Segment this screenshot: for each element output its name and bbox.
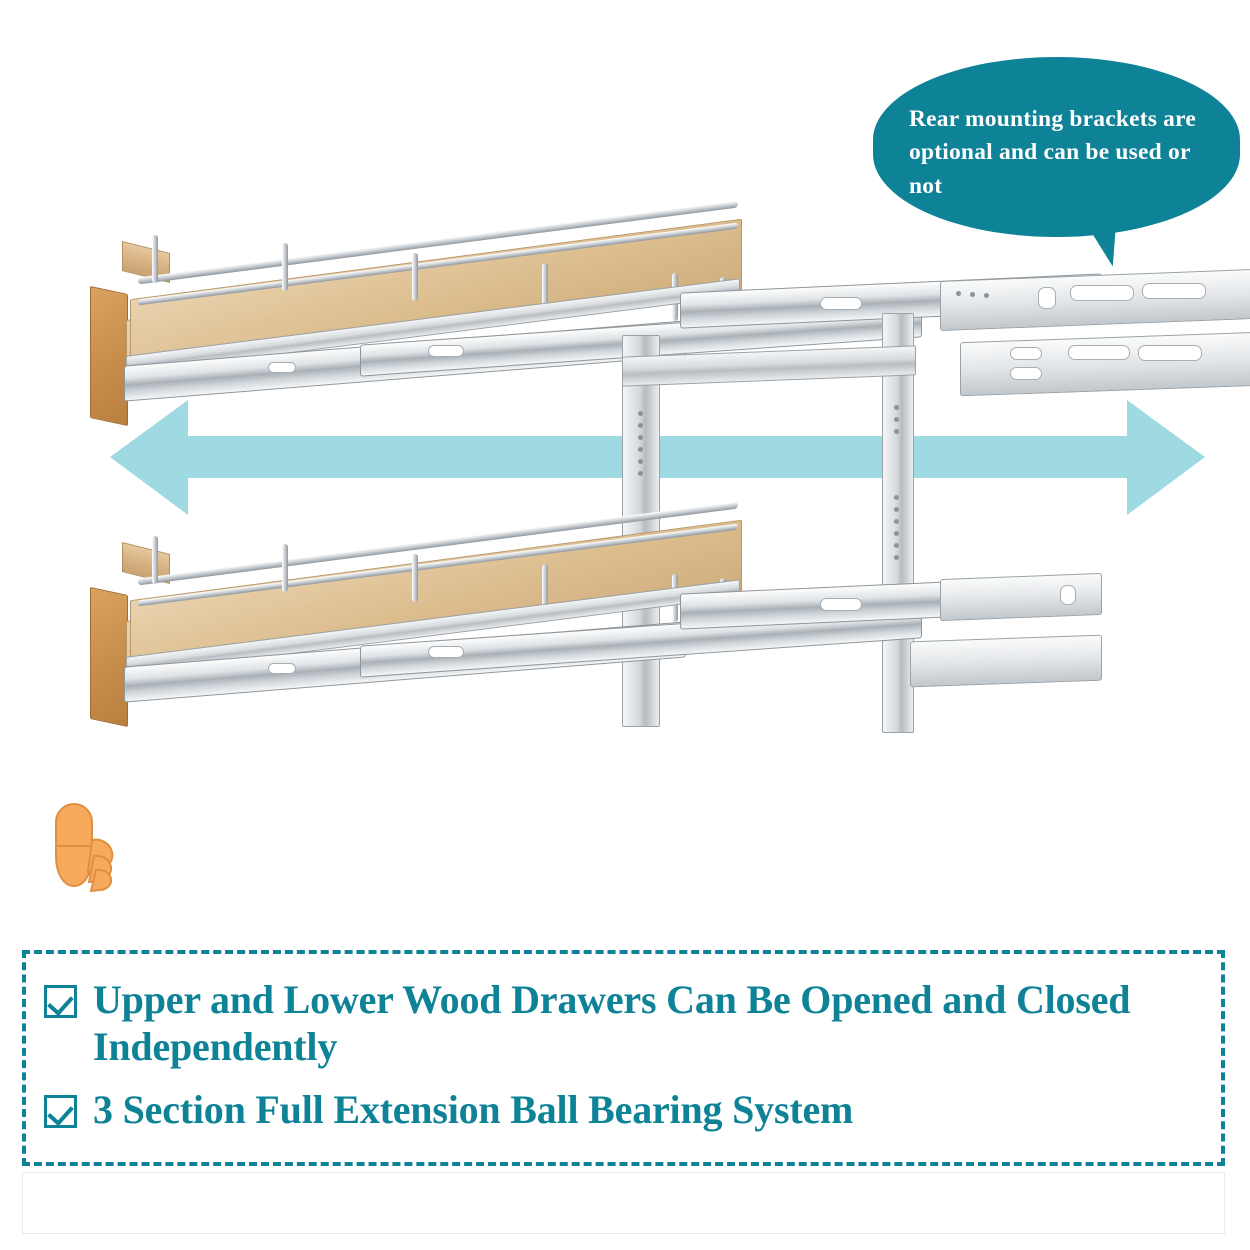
lower-wire-post-1 bbox=[152, 536, 158, 584]
post-right-hole-1 bbox=[894, 405, 899, 410]
upper-bracket-hole-3 bbox=[984, 293, 989, 298]
post-right-hole-5 bbox=[894, 507, 899, 512]
upper-bracket2-slot-c bbox=[1010, 347, 1042, 360]
upper-rear-mounting-bracket-2 bbox=[960, 332, 1250, 397]
post-left-hole-2 bbox=[638, 423, 643, 428]
post-left-hole-4 bbox=[638, 447, 643, 452]
upper-bracket-hole-2 bbox=[970, 292, 975, 297]
callout-text: Rear mounting brackets are optional and can be used or not bbox=[909, 106, 1196, 199]
lower-rear-mounting-bracket bbox=[940, 573, 1102, 621]
bullet-item-1 bbox=[26, 976, 1221, 1070]
post-left-hole-1 bbox=[638, 411, 643, 416]
arrow-head-right-icon bbox=[1127, 400, 1205, 515]
lower-front-wood-block bbox=[90, 587, 128, 727]
post-left-hole-5 bbox=[638, 459, 643, 464]
bullet-item-2 bbox=[26, 1086, 1221, 1133]
lower-slide-slot-3 bbox=[268, 663, 296, 674]
upper-wire-post-2 bbox=[282, 243, 288, 291]
upper-bracket-slot-c bbox=[1038, 287, 1056, 309]
upper-bracket-slot-b bbox=[1142, 283, 1206, 299]
upper-wire-post-1 bbox=[152, 235, 158, 283]
lower-wire-post-3 bbox=[412, 554, 418, 602]
upper-front-wood-block bbox=[90, 286, 128, 426]
upper-slide-slot-2 bbox=[428, 345, 464, 357]
lower-wire-post-2 bbox=[282, 544, 288, 592]
lower-slide-slot-2 bbox=[428, 646, 464, 658]
feature-bullet-box bbox=[22, 950, 1225, 1166]
bullet-text-1: Upper and Lower Wood Drawers Can Be Opened and Closed Independently bbox=[93, 977, 1131, 1070]
upper-slide-slot-3 bbox=[268, 362, 296, 373]
upper-bracket-slot-a bbox=[1070, 285, 1134, 301]
lower-rear-mounting-bracket-2 bbox=[910, 635, 1102, 688]
bullet-text-2: 3 Section Full Extension Ball Bearing System bbox=[93, 1087, 854, 1133]
post-right-hole-2 bbox=[894, 417, 899, 422]
post-left-hole-6 bbox=[638, 471, 643, 476]
upper-bracket2-slot-b bbox=[1138, 345, 1202, 361]
upper-bracket2-slot-d bbox=[1010, 367, 1042, 380]
checkbox-checked-icon bbox=[44, 985, 77, 1018]
post-right-hole-4 bbox=[894, 495, 899, 500]
lower-slide-slot-1 bbox=[820, 598, 862, 611]
post-right-hole-3 bbox=[894, 429, 899, 434]
pointing-down-hand-icon bbox=[42, 800, 132, 910]
upper-wire-post-3 bbox=[412, 253, 418, 301]
post-right-hole-8 bbox=[894, 543, 899, 548]
upper-bracket2-slot-a bbox=[1068, 345, 1130, 360]
post-left-hole-3 bbox=[638, 435, 643, 440]
post-right-hole-7 bbox=[894, 531, 899, 536]
lower-bracket-slot-a bbox=[1060, 585, 1076, 605]
upper-slide-slot-1 bbox=[820, 297, 862, 310]
checkbox-checked-icon bbox=[44, 1095, 77, 1128]
upper-bracket-hole-1 bbox=[956, 291, 961, 296]
bottom-divider bbox=[22, 1172, 1225, 1234]
product-illustration bbox=[60, 195, 1220, 755]
post-right-hole-6 bbox=[894, 519, 899, 524]
post-right-hole-9 bbox=[894, 555, 899, 560]
